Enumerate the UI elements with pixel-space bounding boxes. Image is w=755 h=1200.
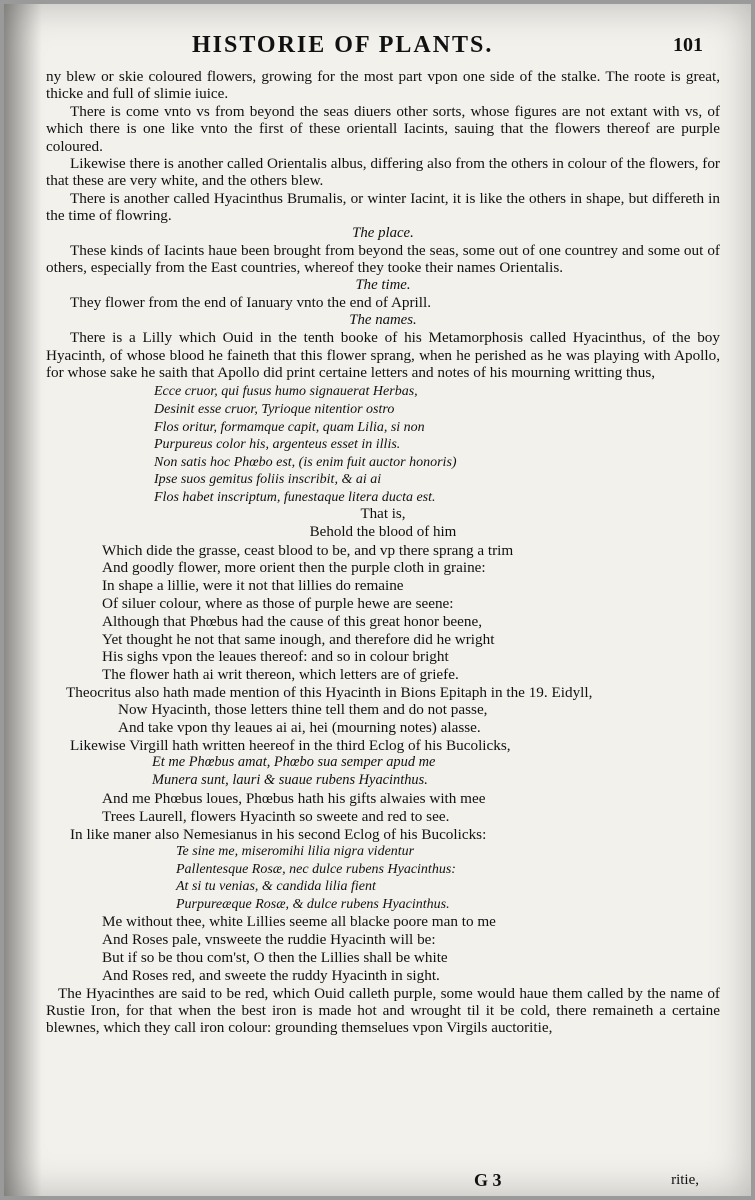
heading-the-time: The time. — [355, 276, 411, 293]
latin-verse-line: Et me Phœbus amat, Phœbo sua semper apud me — [152, 754, 436, 771]
page-number: 101 — [673, 34, 703, 56]
paragraph-time: They flower from the end of Ianuary vnto the end of Aprill. — [70, 294, 432, 312]
english-verse-line: And Roses red, and sweete the ruddy Hyacinth in sight. — [102, 966, 440, 984]
english-verse-line: Me without thee, white Lillies seeme all blacke poore man to me — [102, 913, 496, 931]
latin-verse-line: Pallentesque Rosæ, nec dulce rubens Hyacinthus: — [176, 861, 456, 877]
english-verse-line: Although that Phœbus had the cause of this great honor beene, — [102, 612, 483, 630]
virgil-line: Likewise Virgill hath written heereof in the third Eclog of his Bucolicks, — [70, 737, 511, 755]
latin-verse-line: Non satis hoc Phœbo est, (is enim fuit auctor honoris) — [154, 454, 457, 470]
page-header — [4, 30, 751, 64]
english-verse-line: Trees Laurell, flowers Hyacinth so sweete and red to see. — [102, 807, 450, 825]
english-verse-line: Yet thought he not that same inough, and therefore did he wright — [102, 630, 495, 648]
catchword: ritie, — [671, 1172, 699, 1188]
verse-first-line: Behold the blood of him — [309, 524, 457, 541]
heading-the-place: The place. — [352, 224, 414, 241]
english-verse-line: But if so be thou com'st, O then the Lillies shall be white — [102, 949, 448, 966]
heading-the-names: The names. — [349, 311, 417, 328]
english-verse-line: Of siluer colour, where as those of purple hewe are seene: — [102, 595, 454, 613]
paragraph-names: There is a Lilly which Ouid in the tenth booke of his Metamorphosis called Hyacinthus, of the boy Hyacinth, of whose blood he faineth that this flower sprang, when he perished as he was playing with Apollo, for whose sake he saith that Apollo did print certaine letters and notes of his mourning writting thus, — [46, 329, 720, 381]
paragraph-other-sorts: There is come vnto vs from beyond the seas diuers other sorts, whose figures are not extant with vs, of which there is one like vnto the first of these orientall Iacints, sauing that the flowers thereof are purple coloured. — [46, 102, 720, 155]
latin-verse-line: Ecce cruor, qui fusus humo signauerat Herbas, — [154, 384, 418, 400]
english-verse-line: Now Hyacinth, those letters thine tell them and do not passe, — [118, 701, 488, 719]
page-gutter-shadow — [4, 4, 42, 1196]
latin-verse-line: Purpureus color his, argenteus esset in illis. — [154, 437, 401, 453]
that-is-label: That is, — [360, 506, 406, 523]
page-footer — [4, 1170, 751, 1196]
paragraph-place: These kinds of Iacints haue been brought from beyond the seas, some out of one countrey and some out of others, especially from the East countries, whereof they tooke their names Orientalis. — [46, 242, 720, 277]
latin-verse-line: Te sine me, miseromihi lilia nigra videntur — [176, 844, 415, 860]
english-verse-line: And goodly flower, more orient then the purple cloth in graine: — [102, 559, 486, 577]
book-page — [4, 4, 751, 1196]
english-verse-line: Which dide the grasse, ceast blood to be, and vp there sprang a trim — [102, 541, 514, 559]
signature-mark: G 3 — [474, 1170, 502, 1190]
paragraph-rustie-iron: The Hyacinthes are said to be red, which Ouid calleth purple, some would haue them called by the name of Rustie Iron, for that when the best iron is made hot and wrought til it be cold, there remaineth a certaine blewnes, which they call iron colour: grounding themselues vpon Virgils auctoritie, — [46, 984, 720, 1037]
page-body — [46, 68, 720, 1037]
latin-verse-line: At si tu venias, & candida lilia fient — [176, 879, 376, 895]
nemesianus-line: In like maner also Nemesianus in his second Eclog of his Bucolicks: — [70, 825, 487, 843]
english-verse-line: His sighs vpon the leaues thereof: and so in colour bright — [102, 648, 449, 666]
running-title: HISTORIE OF PLANTS. — [192, 32, 494, 58]
latin-verse-line: Flos habet inscriptum, funestaque litera ducta est. — [154, 489, 436, 505]
latin-verse-line: Flos oritur, formamque capit, quam Lilia, si non — [154, 419, 425, 435]
english-verse-line: The flower hath ai writ thereon, which letters are of griefe. — [102, 666, 459, 684]
english-verse-line: And take vpon thy leaues ai ai, hei (mourning notes) alasse. — [118, 719, 481, 737]
latin-verse-line: Desinit esse cruor, Tyrioque nitentior ostro — [154, 401, 395, 417]
paragraph-continuation: ny blew or skie coloured flowers, growing for the most part vpon one side of the stalke. The roote is great, thicke and full of slimie iuice. — [46, 68, 720, 103]
latin-verse-line: Purpureæque Rosæ, & dulce rubens Hyacinthus. — [176, 896, 450, 912]
theocritus-line: Theocritus also hath made mention of this Hyacinth in Bions Epitaph in the 19. Eidyll, — [66, 684, 593, 702]
english-verse-line: In shape a lillie, were it not that lillies do remaine — [102, 577, 404, 595]
english-verse-line: And Roses pale, vnsweete the ruddie Hyacinth will be: — [102, 931, 436, 949]
paragraph-orientalis-albus: Likewise there is another called Orientalis albus, differing also from the others in colour of the flowers, for that these are very white, and the others blew. — [46, 155, 720, 190]
paragraph-brumalis: There is another called Hyacinthus Brumalis, or winter Iacint, it is like the others in shape, but differeth in the time of flowring. — [46, 189, 720, 225]
latin-verse-line: Munera sunt, lauri & suaue rubens Hyacinthus. — [152, 772, 428, 789]
english-verse-line: And me Phœbus loues, Phœbus hath his gifts alwaies with mee — [102, 790, 486, 808]
latin-verse-line: Ipse suos gemitus foliis inscribit, & ai ai — [154, 472, 382, 488]
